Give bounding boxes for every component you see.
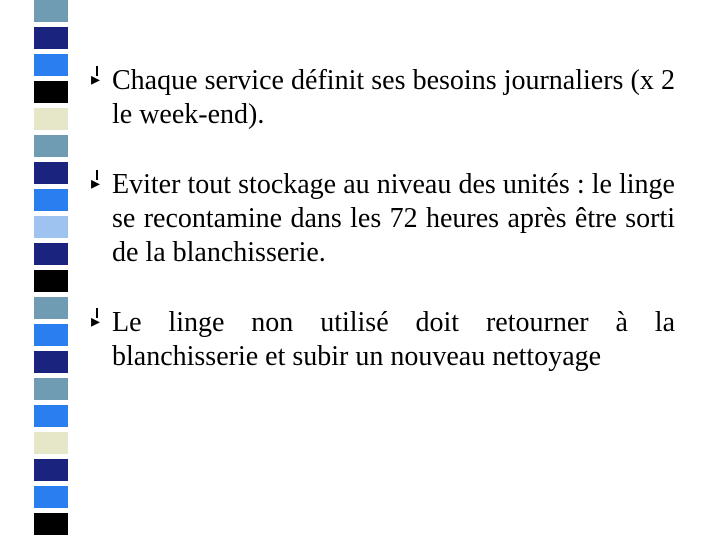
decor-square <box>34 0 68 22</box>
decor-square <box>34 405 68 427</box>
decor-square <box>34 270 68 292</box>
decor-square <box>34 324 68 346</box>
arrow-bullet-icon: ▸ <box>90 64 112 98</box>
decor-square <box>34 513 68 535</box>
decor-square <box>34 135 68 157</box>
decorative-square-strip <box>34 0 68 540</box>
decor-square <box>34 486 68 508</box>
arrow-bullet-icon: ▸ <box>90 306 112 340</box>
bullet-text: Le linge non utilisé doit retourner à la blanchisserie et subir un nouveau nettoyage <box>112 307 675 372</box>
decor-square <box>34 432 68 454</box>
bullet-item <box>90 168 675 270</box>
decor-square <box>34 27 68 49</box>
decor-square <box>34 216 68 238</box>
decor-square <box>34 108 68 130</box>
decor-square <box>34 297 68 319</box>
decor-square <box>34 378 68 400</box>
bullet-item <box>90 306 675 374</box>
bullet-item <box>90 64 675 132</box>
decor-square <box>34 351 68 373</box>
bullet-text: Chaque service définit ses besoins journaliers (x 2 le week-end). <box>112 65 675 130</box>
decor-square <box>34 54 68 76</box>
bullet-list <box>90 64 675 374</box>
bullet-text: Eviter tout stockage au niveau des unités : le linge se recontamine dans les 72 heures après être sorti de la blanchisserie. <box>112 169 675 268</box>
decor-square <box>34 162 68 184</box>
decor-square <box>34 243 68 265</box>
decor-square <box>34 81 68 103</box>
arrow-bullet-icon: ▸ <box>90 168 112 202</box>
decor-square <box>34 459 68 481</box>
decor-square <box>34 189 68 211</box>
